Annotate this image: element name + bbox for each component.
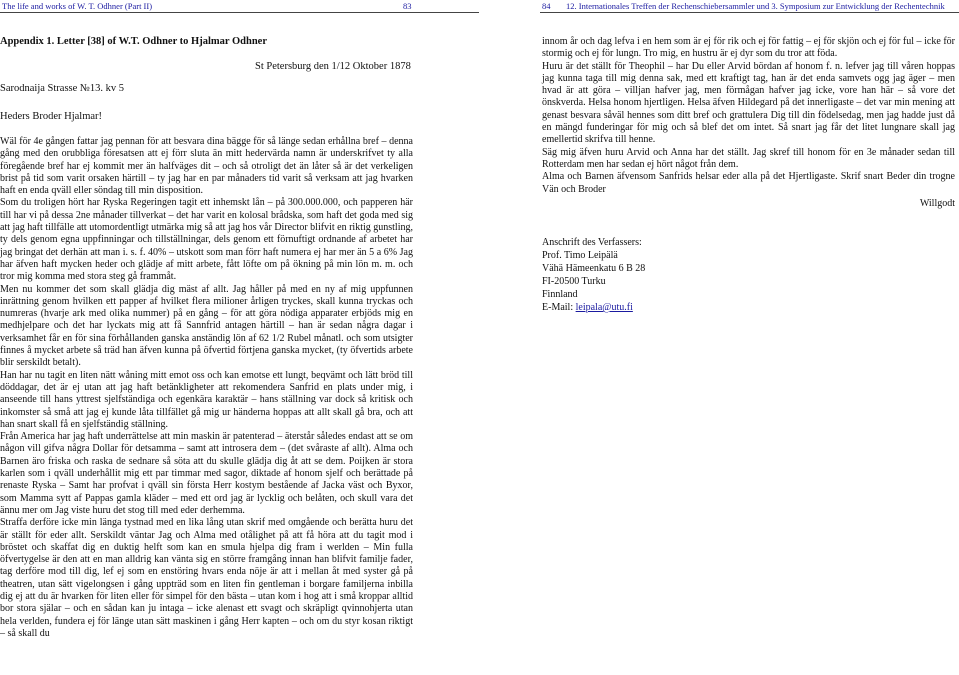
salutation: Heders Broder Hjalmar! xyxy=(0,111,103,122)
email-link[interactable]: leipala@utu.fi xyxy=(575,302,633,313)
running-title: The life and works of W. T. Odhner (Part II) xyxy=(2,1,153,11)
letter-body xyxy=(0,136,413,640)
header-rule xyxy=(540,12,959,13)
left-page xyxy=(0,0,479,675)
author-address xyxy=(542,236,645,314)
paragraph: Straffa derföre icke min länga tystnad med en lika lång utan skrif med omgående och berätta huru det är ställt för eder allt. Serskildt väntar Jag och Alma med otålighet på att få höra att du tagit mod i bröstet och skaffat dig en duktig helft som kan en smula hjelpa dig fram i werlden – Min fulla öfvertygelse är den att en man alldrig kan vänta sig en större framgång innan han blifvit familje fader, tag derföre mod till dig, lef ej som en enstöring hvars enda nöje är att i mellan åt med syster gå på theatren, utan sätt vigelongsen i gång uppträd som en liten fin gentleman i borgare familjerna inbilla dig ej att du är hvarken för liten eller för simpel för den bästa – utan kom i hog att i små kroppar alltid bor stora själar – och en sådan kan ju intaga – icke alenast ett svagt och skräpligt qvinnohjerta utan hela verlden, fundera ej för länge utan sätt maskinen i gång Herr kapten – och om du styr kosan riktigt – så skall du xyxy=(0,517,413,639)
right-page xyxy=(480,0,959,675)
header-rule xyxy=(0,12,479,13)
paragraph: Säg mig äfven huru Arvid och Anna har det ställt. Jag skref till honom för en 3e månader sedan till Rotterdam men har sedan ej hört något från dem. xyxy=(542,146,955,170)
running-title: 12. Internationales Treffen der Rechenschiebersammler und 3. Symposium zur Entwicklung der Rechentechnik xyxy=(566,1,945,11)
paragraph: Men nu kommer det som skall glädja dig mäst af allt. Jag håller på med en ny af mig uppfunnen inrättning genom hvilken ett papper af hvilket flera milioner årligen tryckes, skall kunna tryckas och numreras (hvarje ark med olika nummer) på en gång – för att göra nödiga apparater erbjöds mig en medhjelpare och det har lyckats mig att få Sannfrid antagen härtill – han är sedan några dagar i verksamhet får en för sina förhållanden ganska anständig lön af 62 1/2 Rubel månatl. och som utsigter finnes å mycket arbete så träd han äfven kunna på öfvertid förtjena ganska mycket, (ty öfvertids arbete blir serskildt betalt). xyxy=(0,283,413,369)
appendix-heading: Appendix 1. Letter [38] of W.T. Odhner to Hjalmar Odhner xyxy=(0,36,267,47)
address-line: Finnland xyxy=(542,289,578,300)
paragraph: Wäl för 4e gången fattar jag pennan för att besvara dina bägge för så länge sedan erhållna bref – denna gång med den orubbliga föresatsen att ej förr sluta än mitt hedervärda namn är underskrifvet ty alla föregående bref har ej kommit mer än halfväges dit – och så otroligt det än låter så är det verkeligen brist på tid som varit orsaken härtill – ty jag har en par månaders tid varit så verksam att jag hvarken haft en enda qväll eller söndag till min disposition. xyxy=(0,136,413,197)
page-header xyxy=(0,0,479,12)
sender-address: Sarodnaija Strasse №13. kv 5 xyxy=(0,83,125,94)
place-date: St Petersburg den 1/12 Oktober 1878 xyxy=(255,61,411,72)
paragraph: Från America har jag haft underrättelse att min maskin är patenterad – äterstår således endast att se om någon vill gifva några Dollar för detsamma – samt att introsera dem – (det svåraste af allt). Alma och Barnen äro friska och raska de sednare så söta att du skulle glädja dig åt att se dem. Poijken är stora karlen som i qväll underhållit mig ett par timmar med sagor, diktade af honom sjelf och berättade på renaste Ryska – Samt har profvat i qväll sin första Herr kostym bestående af Jacka väst och Byxor, som Mamma sytt af Pappas gamla kläder – med ett ord jag är lycklig och belåten, och skull vara det ännu mer om Jag viste huru det stog till med eder derhemma. xyxy=(0,431,413,516)
paragraph: innom år och dag lefva i en hem som är ej för rik och ej för fattig – ej för skjön och ej för ful – icke för stormig och ej för lungn. Tro mig, en hustru är ej dyr som du tror att föda. xyxy=(542,36,955,60)
page-number: 84 xyxy=(542,1,551,11)
email-label: E-Mail: xyxy=(542,302,576,313)
page-number: 83 xyxy=(403,1,412,11)
paragraph: Alma och Barnen äfvensom Sanfrids helsar eder alla på det Hjertligaste. Skrif snart Beder din trogne Vän och Broder xyxy=(542,171,955,195)
signature: Willgodt xyxy=(919,197,955,209)
paragraph: Som du troligen hört har Ryska Regeringen tagit ett inhemskt lån – på 300.000.000, och papperen här till har vi på dessa 2ne månader tillverkat – det har varit en kolosal brådska, som haft det goda med sig att jag haft tillfälle att utomordentligt utmärka mig så att jag hos vår Director blifvit en riktig gunstling, ty dels genom egna uppfinningar och tillställningar, dels genom ett förnuftigt ordnande af arbetet har jag bringat det derhän att man i. s. f. 40% – utskott som man förr haft numera ej har mer än 5 a 6% Jag har äfven haft mycken heder och glädje af mitt arbete, fått löfte om på ökning på min lön m. m. och tror mig komma med stora steg gå frammåt. xyxy=(0,197,413,283)
address-line: Vähä Hämeenkatu 6 B 28 xyxy=(542,263,646,274)
letter-continuation xyxy=(542,36,955,210)
paragraph: Han har nu tagit en liten nätt wåning mitt emot oss och kan emotse ett lungt, beqvämt och lätt bröd till döddagar, det är ej utan att jag haft betänkligheter att rekomendera Sanfrid en plats under mig, i anseende till hans yttrest sjelfständiga och egenkära karaktär – hans ställning var dock så kritisk och inkomster så små att jag ej kunde låta tillfället gå mig ur händerna hoppas att allt skall gå bra, och att han snart skall få en sjelfständig ställning. xyxy=(0,369,413,430)
address-line: FI-20500 Turku xyxy=(542,276,606,287)
address-line: Prof. Timo Leipälä xyxy=(542,250,618,261)
paragraph: Huru är det ställt för Theophil – har Du eller Arvid bördan af honom f. n. lefver jag till våren hoppas jag kunna taga till mig denna sak, med ett kraftigt tag, han är det enda samvets ogg jag äger – men hvad är att göra – villjan hafver jag, men förmågan hafver jag icke, vore han här – så vore det önskverda. Helsa honom hjertligen. Helsa äfven Hildegard på det innerligaste – det var min mening att genast besvara såväl hennes som ditt bref och grattulera Dig till din födelsedag, men jag hadde just då en mängd funderingar för mig och så blef det om intet. Så snart jag får det litet lungnare skall jag emellertid skrifva till henne. xyxy=(542,60,955,146)
page-header xyxy=(480,0,959,12)
email-line xyxy=(542,301,645,314)
address-heading: Anschrift des Verfassers: xyxy=(542,237,642,248)
